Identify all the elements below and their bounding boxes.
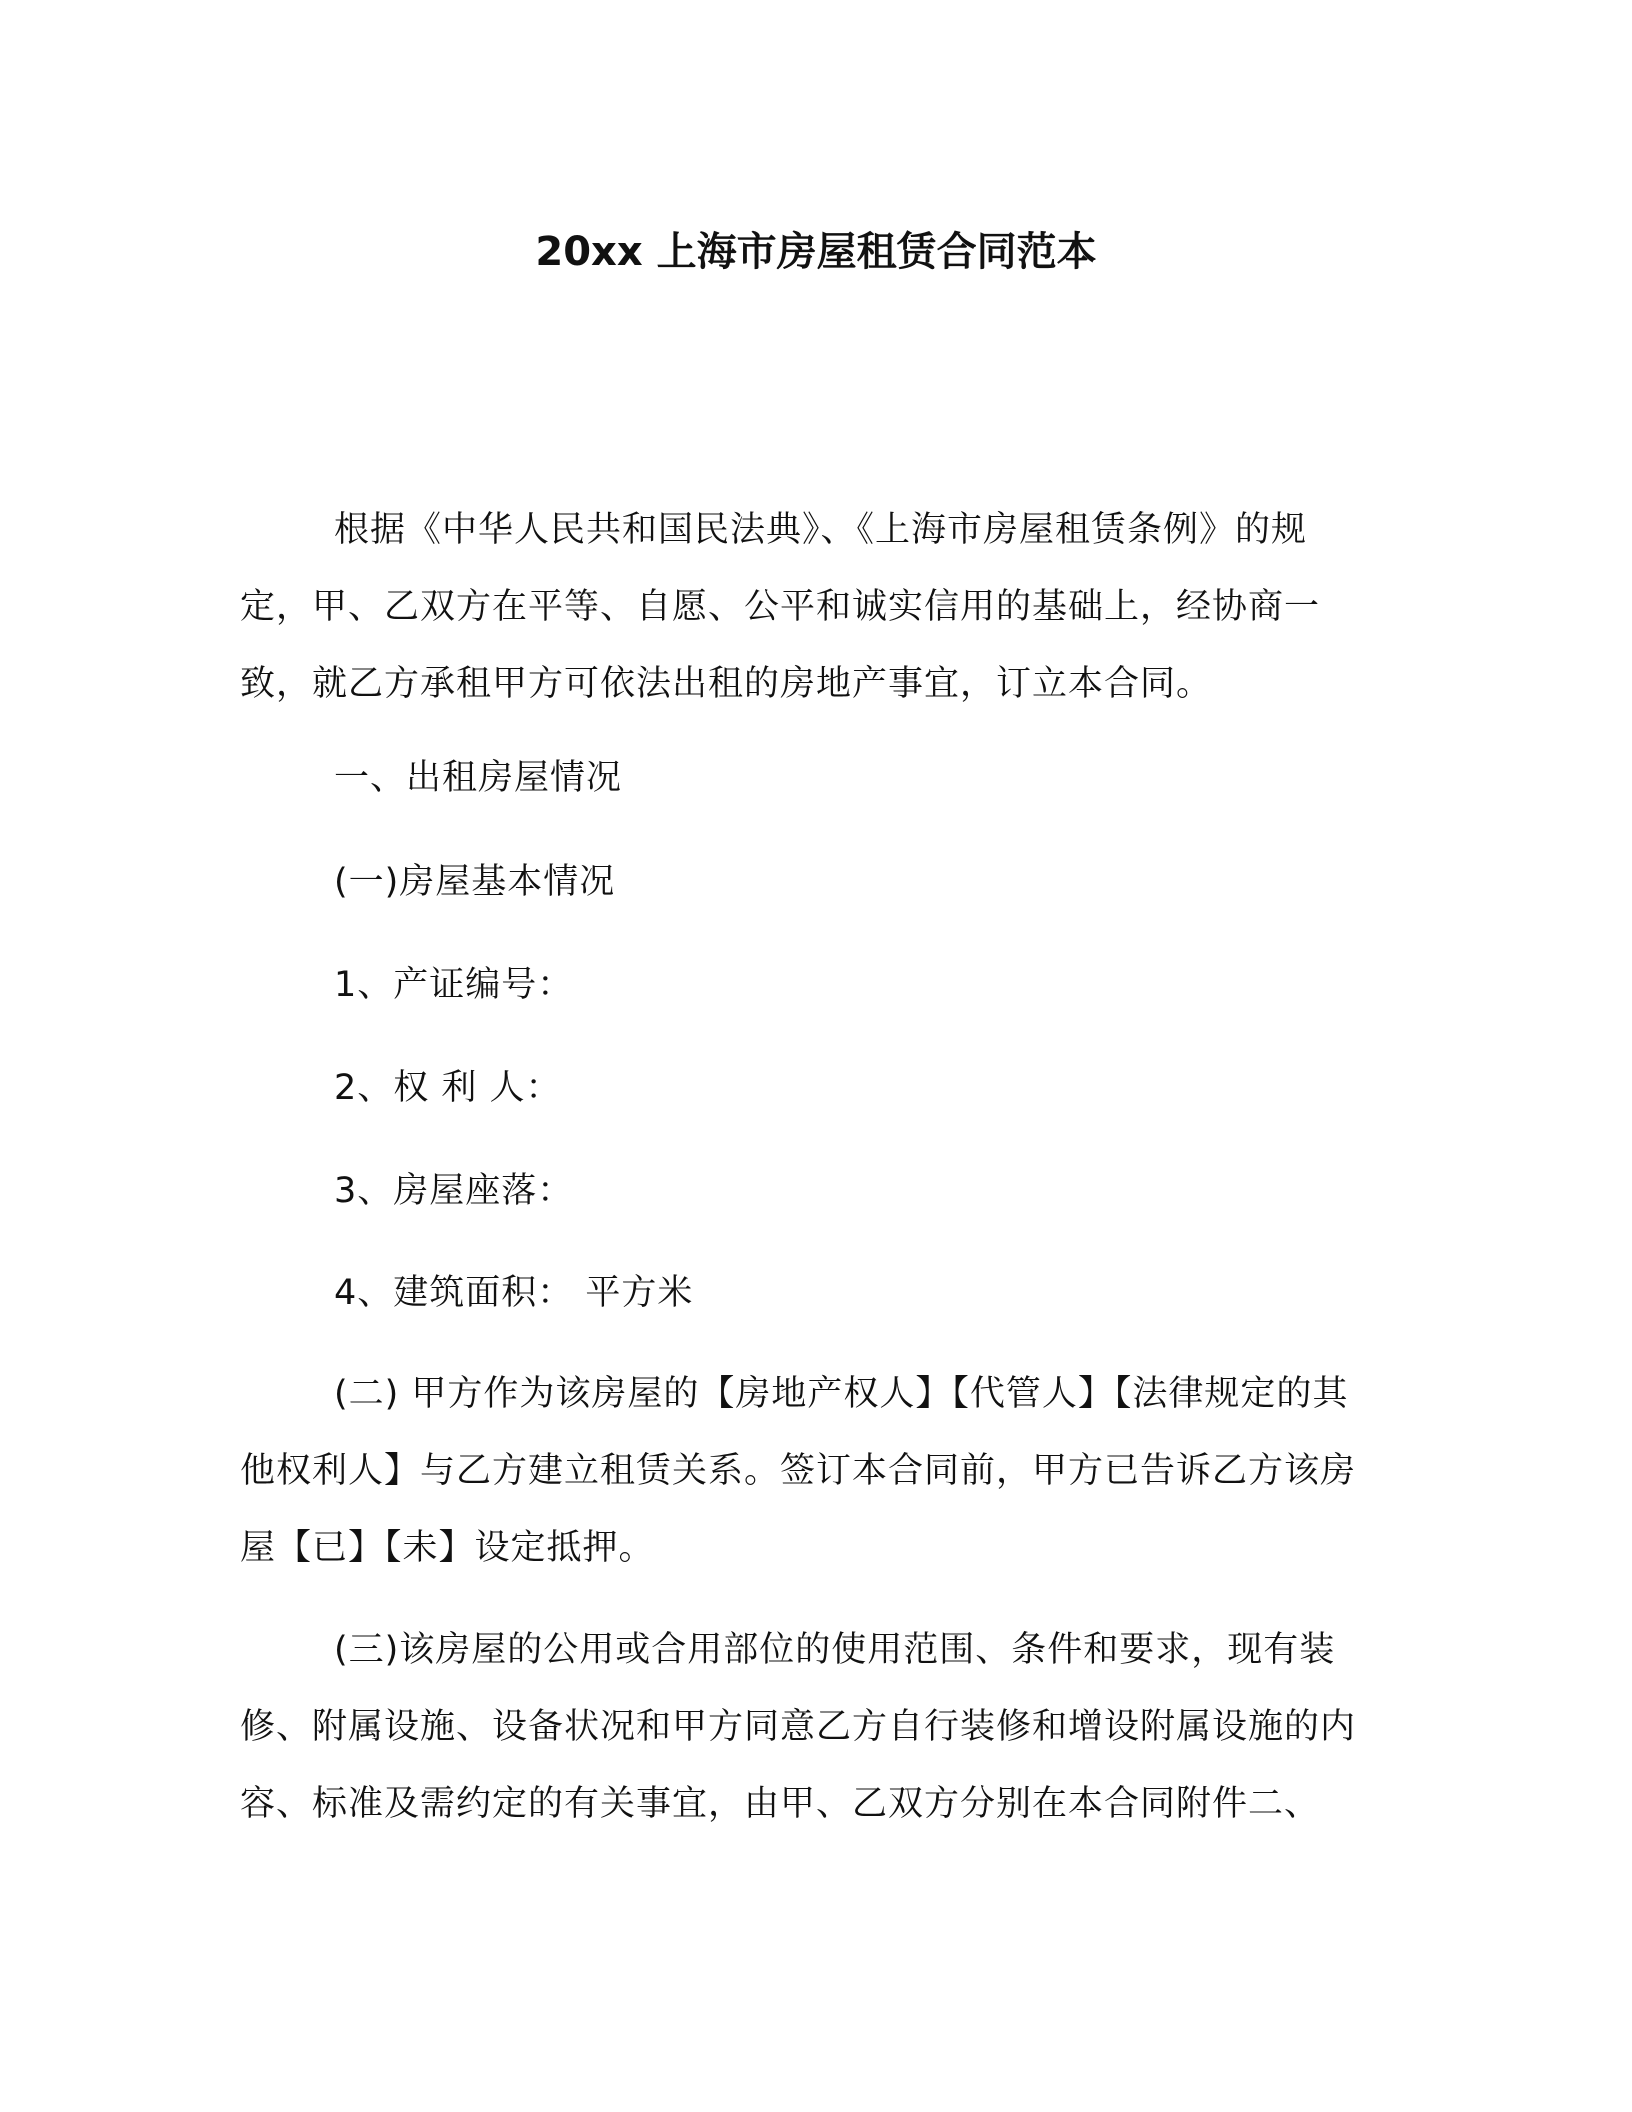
intro-text: 根据《中华人民共和国民法典》、《上海市房屋租赁条例》的规定，甲、乙双方在平等、自愿、公平和诚实信用的基础上，经协商一致，就乙方承租甲方可依法出租的房地产事宜，订立本合同。 bbox=[240, 510, 1321, 704]
intro-paragraph bbox=[240, 492, 1375, 723]
subsection-3-paragraph bbox=[240, 1612, 1375, 1843]
document-title: 20xx 上海市房屋租赁合同范本 bbox=[535, 229, 1097, 275]
subsection-3-text: (三)该房屋的公用或合用部位的使用范围、条件和要求，现有装修、附属设施、设备状况和甲方同意乙方自行装修和增设附属设施的内容、标准及需约定的有关事宜，由甲、乙双方分别在本合同附件二、 bbox=[240, 1630, 1357, 1824]
subsection-2-paragraph bbox=[240, 1356, 1375, 1587]
list-item-location: 3、房屋座落： bbox=[334, 1171, 574, 1211]
list-item-floor-area: 4、建筑面积： 平方米 bbox=[334, 1273, 694, 1313]
section-heading-1: 一、出租房屋情况 bbox=[334, 758, 623, 798]
subsection-heading-1: (一)房屋基本情况 bbox=[334, 862, 616, 902]
list-item-rights-holder: 2、权 利 人： bbox=[334, 1068, 562, 1108]
subsection-2-text: (二) 甲方作为该房屋的【房地产权人】【代管人】【法律规定的其他权利人】与乙方建立租赁关系。签订本合同前，甲方已告诉乙方该房屋【已】【未】设定抵押。 bbox=[240, 1374, 1357, 1568]
list-item-certificate-number: 1、产证编号： bbox=[334, 965, 574, 1005]
